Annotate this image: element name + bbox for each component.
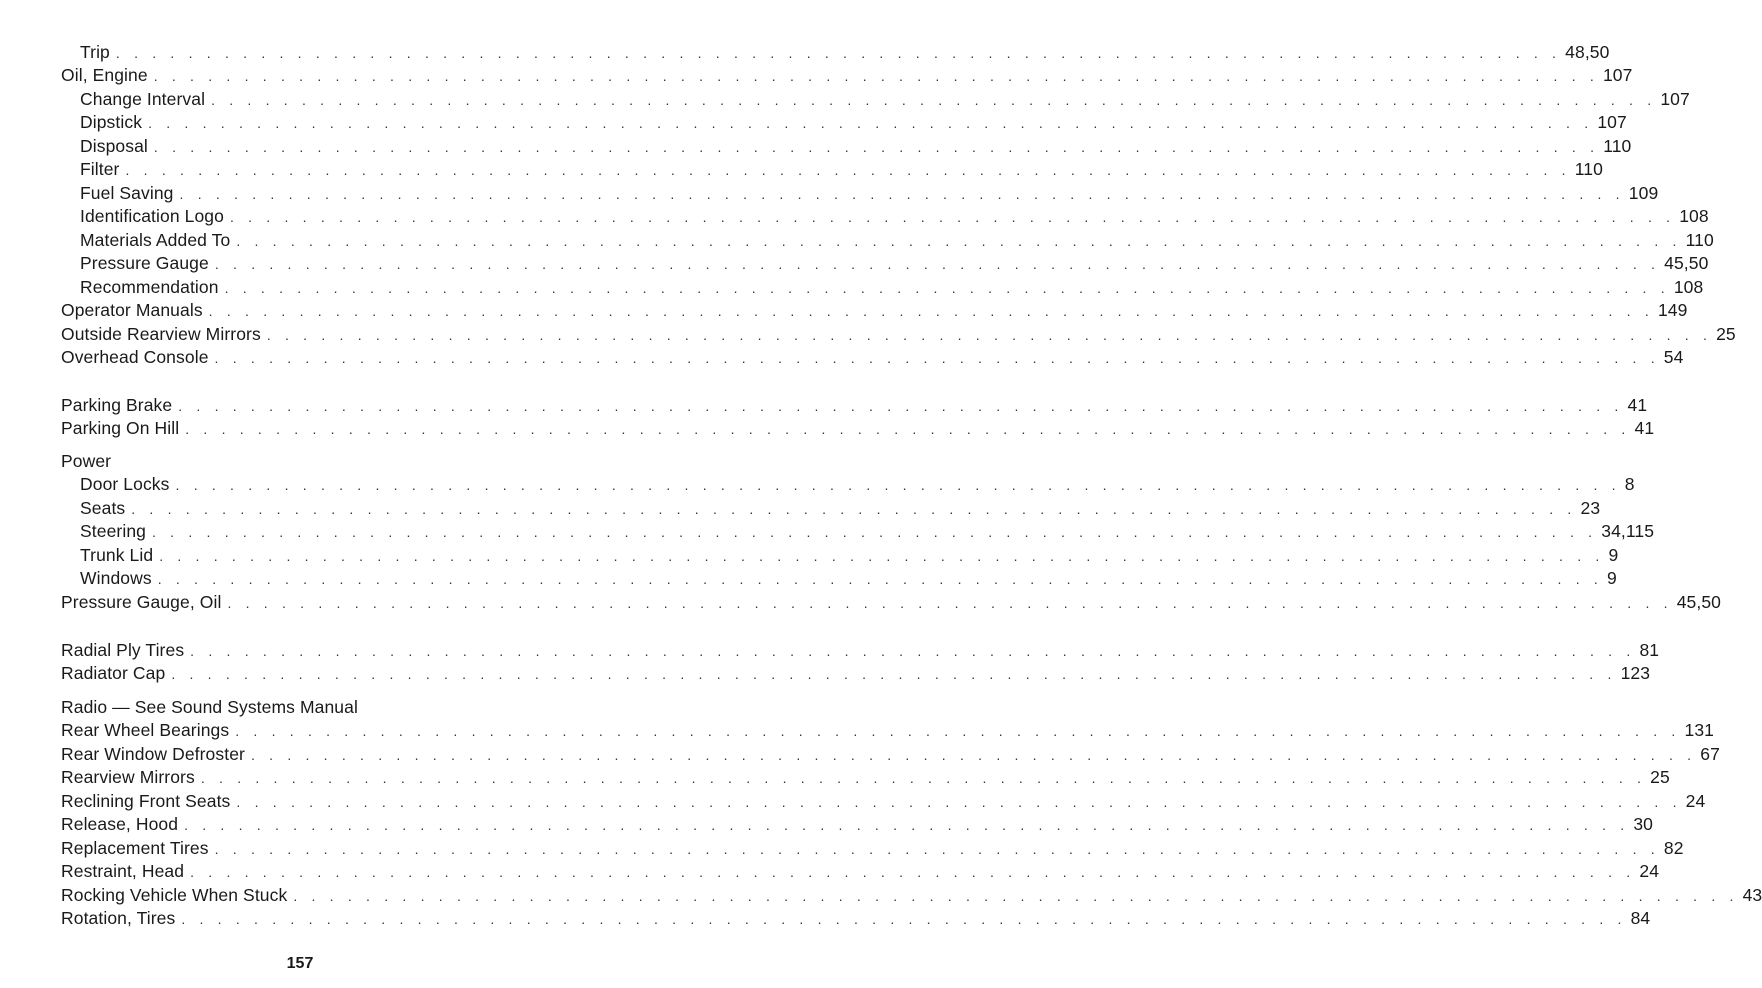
- entry-page-ref: 110: [1685, 230, 1714, 250]
- index-entry: [61, 907, 1651, 929]
- entry-page-ref: 110: [1574, 159, 1603, 179]
- dot-leader: . . . . . . . . . . . . . . . . . . . . . . . . . . . . . . . . . . . . . . . . . . . . . . . . . . . . . . . . . . . . . . . . . . . . . . . . . . . . . . . .: [266, 327, 1713, 343]
- index-entry: [80, 520, 1655, 542]
- dot-leader: . . . . . . . . . . . . . . . . . . . . . . . . . . . . . . . . . . . . . . . . . . . . . . . . . . . . . . . . . . . . . . . . . . . . . . . . . . . . . . . .: [211, 92, 1657, 108]
- entry-page-ref: 23: [1580, 498, 1601, 518]
- entry-page-ref: 110: [1603, 136, 1632, 156]
- index-entry: [80, 158, 1603, 180]
- index-entry: [61, 837, 1684, 859]
- index-entry: [61, 64, 1633, 86]
- entry-page-ref: 48,50: [1565, 42, 1610, 62]
- entry-label: Radial Ply Tires: [61, 639, 190, 661]
- dot-leader: . . . . . . . . . . . . . . . . . . . . . . . . . . . . . . . . . . . . . . . . . . . . . . . . . . . . . . . . . . . . . . . . . . . . . . . . . . . . . . . .: [185, 421, 1631, 437]
- index-entry: [80, 182, 1659, 204]
- entry-label: Filter: [80, 158, 126, 180]
- dot-leader: . . . . . . . . . . . . . . . . . . . . . . . . . . . . . . . . . . . . . . . . . . . . . . . . . . . . . . . . . . . . . . . . . . . . . . . . . . . . . . . .: [148, 115, 1594, 131]
- entry-label: Power: [61, 450, 117, 472]
- entry-label: Change Interval: [80, 88, 211, 110]
- index-entry: [61, 743, 1720, 765]
- index-entry: [61, 299, 1688, 321]
- dot-leader: . . . . . . . . . . . . . . . . . . . . . . . . . . . . . . . . . . . . . . . . . . . . . . . . . . . . . . . . . . . . . . . . . . . . . . . . . . . . . . . .: [131, 501, 1577, 517]
- index-entry: [80, 473, 1635, 495]
- index-entry: [61, 417, 1655, 439]
- entry-label: Rearview Mirrors: [61, 766, 201, 788]
- entry-page-ref: 107: [1597, 112, 1627, 132]
- entry-label: Door Locks: [80, 473, 176, 495]
- index-entry: [61, 591, 1722, 613]
- index-entry: [80, 205, 1709, 227]
- dot-leader: . . . . . . . . . . . . . . . . . . . . . . . . . . . . . . . . . . . . . . . . . . . . . . . . . . . . . . . . . . . . . . . . . . . . . . . . . . . . . . . .: [224, 280, 1670, 296]
- entry-label: Rocking Vehicle When Stuck: [61, 884, 293, 906]
- dot-leader: . . . . . . . . . . . . . . . . . . . . . . . . . . . . . . . . . . . . . . . . . . . . . . . . . . . . . . . . . . . . . . . . . . . . . . . . . . . . . . . .: [229, 209, 1676, 225]
- entry-label: Reclining Front Seats: [61, 790, 236, 812]
- index-entry: [80, 135, 1632, 157]
- entry-label: Disposal: [80, 135, 154, 157]
- entry-page-ref: 107: [1660, 89, 1690, 109]
- entry-label: Fuel Saving: [80, 182, 180, 204]
- index-entry: [61, 639, 1660, 661]
- index-entry: [61, 346, 1684, 368]
- entry-label: Radiator Cap: [61, 662, 171, 684]
- entry-label: Oil, Engine: [61, 64, 154, 86]
- entry-label: Parking On Hill: [61, 417, 185, 439]
- entry-label: Rear Window Defroster: [61, 743, 251, 765]
- dot-leader: . . . . . . . . . . . . . . . . . . . . . . . . . . . . . . . . . . . . . . . . . . . . . . . . . . . . . . . . . . . . . . . . . . . . . . . . . . . . . . . .: [115, 45, 1562, 61]
- entry-page-ref: 82: [1663, 838, 1684, 858]
- page-number: 157: [286, 955, 314, 972]
- entry-page-ref: 43: [1742, 885, 1762, 905]
- index-entry: [80, 276, 1704, 298]
- entry-label: Dipstick: [80, 111, 148, 133]
- entry-page-ref: 45,50: [1676, 592, 1722, 612]
- entry-label: Replacement Tires: [61, 837, 215, 859]
- dot-leader: . . . . . . . . . . . . . . . . . . . . . . . . . . . . . . . . . . . . . . . . . . . . . . . . . . . . . . . . . . . . . . . . . . . . . . . . . . . . . . . .: [159, 548, 1605, 564]
- entry-page-ref: 123: [1620, 663, 1651, 683]
- index-entry: [80, 544, 1619, 566]
- index-entry: [61, 696, 553, 718]
- dot-leader: . . . . . . . . . . . . . . . . . . . . . . . . . . . . . . . . . . . . . . . . . . . . . . . . . . . . . . . . . . . . . . . . . . . . . . . . . . . . . . . .: [227, 595, 1673, 611]
- index-entry: [61, 860, 1660, 882]
- entry-label: Outside Rearview Mirrors: [61, 323, 267, 345]
- index-entry: [80, 111, 1627, 133]
- dot-leader: . . . . . . . . . . . . . . . . . . . . . . . . . . . . . . . . . . . . . . . . . . . . . . . . . . . . . . . . . . . . . . . . . . . . . . . . . . . . . . . .: [153, 139, 1600, 155]
- entry-label: Steering: [80, 520, 152, 542]
- entry-page-ref: 109: [1628, 183, 1659, 203]
- entry-page-ref: 41: [1627, 395, 1648, 415]
- entry-page-ref: 107: [1602, 65, 1633, 85]
- entry-label: Restraint, Head: [61, 860, 190, 882]
- entry-label: Identification Logo: [80, 205, 230, 227]
- entry-page-ref: 108: [1673, 277, 1704, 297]
- index-entry: [80, 497, 1601, 519]
- entry-page-ref: 131: [1684, 720, 1714, 740]
- index-entry: [61, 790, 1706, 812]
- index-entry: [61, 323, 1736, 345]
- entry-page-ref: 84: [1630, 908, 1651, 928]
- dot-leader: . . . . . . . . . . . . . . . . . . . . . . . . . . . . . . . . . . . . . . . . . . . . . . . . . . . . . . . . . . . . . . . . . . . . . . . . . . . . . . . .: [236, 794, 1682, 810]
- entry-label: Trunk Lid: [80, 544, 159, 566]
- index-entry: [61, 450, 553, 472]
- entry-page-ref: 81: [1639, 640, 1660, 660]
- entry-page-ref: 25: [1650, 767, 1670, 787]
- entry-page-ref: 108: [1679, 206, 1709, 226]
- index-entry: [61, 662, 1651, 684]
- entry-page-ref: 34,115: [1601, 521, 1655, 541]
- entry-page-ref: 25: [1716, 324, 1736, 344]
- entry-page-ref: 9: [1606, 568, 1617, 588]
- entry-page-ref: 8: [1624, 474, 1635, 494]
- dot-leader: . . . . . . . . . . . . . . . . . . . . . . . . . . . . . . . . . . . . . . . . . . . . . . . . . . . . . . . . . . . . . . . . . . . . . . . . . . . . . . . .: [125, 162, 1571, 178]
- entry-page-ref: 9: [1608, 545, 1619, 565]
- entry-label: Operator Manuals: [61, 299, 209, 321]
- dot-leader: . . . . . . . . . . . . . . . . . . . . . . . . . . . . . . . . . . . . . . . . . . . . . . . . . . . . . . . . . . . . . . . . . . . . . . . . . . . . . . . .: [208, 303, 1654, 319]
- index-entry: [61, 719, 1714, 741]
- index-entry: [61, 766, 1670, 788]
- entry-page-ref: 41: [1634, 418, 1655, 438]
- entry-label: Release, Hood: [61, 813, 184, 835]
- entry-label: Pressure Gauge, Oil: [61, 591, 227, 613]
- dot-leader: . . . . . . . . . . . . . . . . . . . . . . . . . . . . . . . . . . . . . . . . . . . . . . . . . . . . . . . . . . . . . . . . . . . . . . . . . . . . . . . .: [175, 477, 1621, 493]
- dot-leader: . . . . . . . . . . . . . . . . . . . . . . . . . . . . . . . . . . . . . . . . . . . . . . . . . . . . . . . . . . . . . . . . . . . . . . . . . . . . . . . .: [293, 888, 1739, 904]
- entry-label: Rotation, Tires: [61, 907, 181, 929]
- dot-leader: . . . . . . . . . . . . . . . . . . . . . . . . . . . . . . . . . . . . . . . . . . . . . . . . . . . . . . . . . . . . . . . . . . . . . . . . . . . . . . . .: [181, 911, 1627, 927]
- index-entry: [61, 813, 1654, 835]
- entry-label: Rear Wheel Bearings: [61, 719, 235, 741]
- entry-label: Parking Brake: [61, 394, 178, 416]
- dot-leader: . . . . . . . . . . . . . . . . . . . . . . . . . . . . . . . . . . . . . . . . . . . . . . . . . . . . . . . . . . . . . . . . . . . . . . . . . . . . . . . .: [184, 817, 1630, 833]
- entry-page-ref: 24: [1639, 861, 1660, 881]
- dot-leader: . . . . . . . . . . . . . . . . . . . . . . . . . . . . . . . . . . . . . . . . . . . . . . . . . . . . . . . . . . . . . . . . . . . . . . . . . . . . . . . .: [250, 747, 1697, 763]
- entry-label: Seats: [80, 497, 131, 519]
- entry-page-ref: 45,50: [1664, 253, 1709, 273]
- entry-page-ref: 67: [1700, 744, 1720, 764]
- entry-page-ref: 149: [1657, 300, 1688, 320]
- entry-page-ref: 24: [1685, 791, 1706, 811]
- dot-leader: . . . . . . . . . . . . . . . . . . . . . . . . . . . . . . . . . . . . . . . . . . . . . . . . . . . . . . . . . . . . . . . . . . . . . . . . . . . . . . . .: [235, 723, 1681, 739]
- dot-leader: . . . . . . . . . . . . . . . . . . . . . . . . . . . . . . . . . . . . . . . . . . . . . . . . . . . . . . . . . . . . . . . . . . . . . . . . . . . . . . . .: [200, 770, 1647, 786]
- dot-leader: . . . . . . . . . . . . . . . . . . . . . . . . . . . . . . . . . . . . . . . . . . . . . . . . . . . . . . . . . . . . . . . . . . . . . . . . . . . . . . . .: [179, 186, 1625, 202]
- index-entry: [61, 394, 1648, 416]
- dot-leader: . . . . . . . . . . . . . . . . . . . . . . . . . . . . . . . . . . . . . . . . . . . . . . . . . . . . . . . . . . . . . . . . . . . . . . . . . . . . . . . .: [178, 398, 1624, 414]
- dot-leader: . . . . . . . . . . . . . . . . . . . . . . . . . . . . . . . . . . . . . . . . . . . . . . . . . . . . . . . . . . . . . . . . . . . . . . . . . . . . . . . .: [214, 256, 1661, 272]
- dot-leader: . . . . . . . . . . . . . . . . . . . . . . . . . . . . . . . . . . . . . . . . . . . . . . . . . . . . . . . . . . . . . . . . . . . . . . . . . . . . . . . .: [214, 350, 1660, 366]
- entry-page-ref: 54: [1663, 347, 1684, 367]
- dot-leader: . . . . . . . . . . . . . . . . . . . . . . . . . . . . . . . . . . . . . . . . . . . . . . . . . . . . . . . . . . . . . . . . . . . . . . . . . . . . . . . .: [171, 666, 1617, 682]
- entry-label: Trip: [80, 41, 116, 63]
- entry-label: Materials Added To: [80, 229, 236, 251]
- entry-label: Pressure Gauge: [80, 252, 215, 274]
- index-entry: [61, 884, 1762, 906]
- dot-leader: . . . . . . . . . . . . . . . . . . . . . . . . . . . . . . . . . . . . . . . . . . . . . . . . . . . . . . . . . . . . . . . . . . . . . . . . . . . . . . . .: [236, 233, 1682, 249]
- index-entry: [80, 229, 1714, 251]
- index-entry: [80, 41, 1610, 63]
- entry-label: Radio — See Sound Systems Manual: [61, 696, 364, 718]
- dot-leader: . . . . . . . . . . . . . . . . . . . . . . . . . . . . . . . . . . . . . . . . . . . . . . . . . . . . . . . . . . . . . . . . . . . . . . . . . . . . . . . .: [214, 841, 1660, 857]
- entry-label: Overhead Console: [61, 346, 215, 368]
- index-entry: [80, 252, 1709, 274]
- index-entry: [80, 567, 1617, 589]
- dot-leader: . . . . . . . . . . . . . . . . . . . . . . . . . . . . . . . . . . . . . . . . . . . . . . . . . . . . . . . . . . . . . . . . . . . . . . . . . . . . . . . .: [151, 524, 1598, 540]
- dot-leader: . . . . . . . . . . . . . . . . . . . . . . . . . . . . . . . . . . . . . . . . . . . . . . . . . . . . . . . . . . . . . . . . . . . . . . . . . . . . . . . .: [190, 643, 1636, 659]
- index-entry: [80, 88, 1690, 110]
- dot-leader: . . . . . . . . . . . . . . . . . . . . . . . . . . . . . . . . . . . . . . . . . . . . . . . . . . . . . . . . . . . . . . . . . . . . . . . . . . . . . . . .: [190, 864, 1636, 880]
- dot-leader: . . . . . . . . . . . . . . . . . . . . . . . . . . . . . . . . . . . . . . . . . . . . . . . . . . . . . . . . . . . . . . . . . . . . . . . . . . . . . . . .: [153, 68, 1599, 84]
- entry-page-ref: 30: [1633, 814, 1654, 834]
- dot-leader: . . . . . . . . . . . . . . . . . . . . . . . . . . . . . . . . . . . . . . . . . . . . . . . . . . . . . . . . . . . . . . . . . . . . . . . . . . . . . . . .: [157, 571, 1603, 587]
- entry-label: Windows: [80, 567, 158, 589]
- entry-label: Recommendation: [80, 276, 225, 298]
